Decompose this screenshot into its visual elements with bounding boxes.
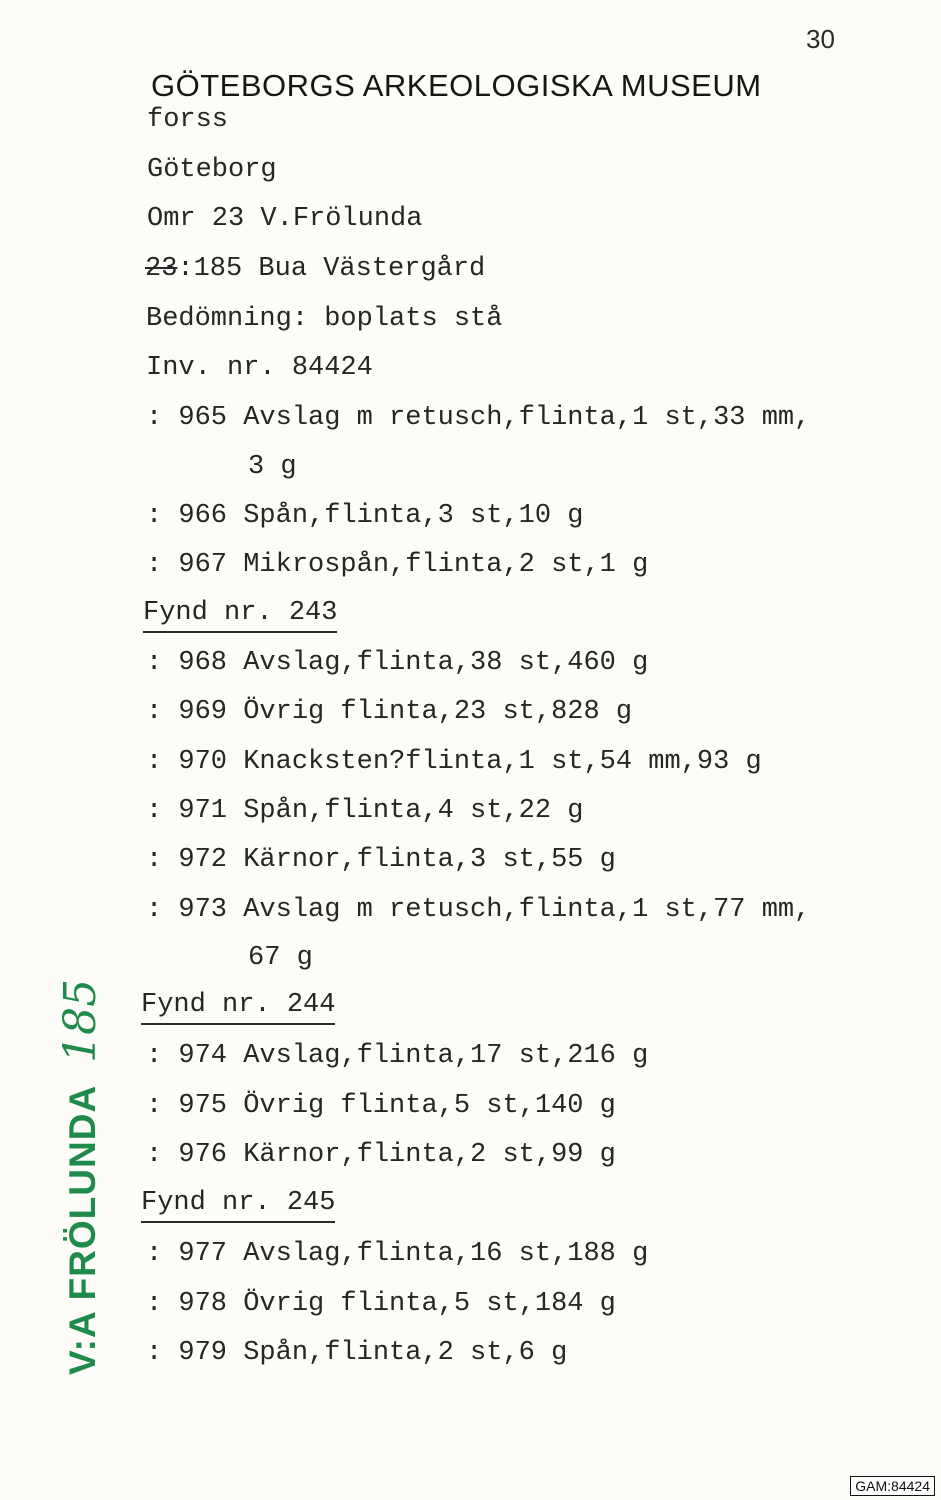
entry-971: : 971 Spån,flinta,4 st,22 g: [146, 796, 584, 826]
entry-973-cont: 67 g: [248, 943, 313, 973]
line-site: [145, 254, 485, 284]
line-assessment: Bedömning: boplats stå: [146, 304, 503, 334]
line-city: Göteborg: [147, 155, 277, 185]
line-area: Omr 23 V.Frölunda: [147, 204, 423, 234]
find-number-243: Fynd nr. 243: [143, 598, 337, 633]
location-stamp: [55, 979, 106, 1375]
entry-969: : 969 Övrig flinta,23 st,828 g: [146, 697, 633, 727]
entry-977: : 977 Avslag,flinta,16 st,188 g: [146, 1239, 649, 1269]
line-parish: forss: [147, 105, 229, 135]
find-number-244: Fynd nr. 244: [141, 990, 335, 1025]
entry-967: : 967 Mikrospån,flinta,2 st,1 g: [146, 550, 649, 580]
entry-973: : 973 Avslag m retusch,flinta,1 st,77 mm,: [146, 895, 811, 925]
stamp-number: 185: [55, 978, 106, 1063]
line-inventory-number: Inv. nr. 84424: [146, 353, 373, 383]
entry-966: : 966 Spån,flinta,3 st,10 g: [146, 501, 584, 531]
entry-970: : 970 Knacksten?flinta,1 st,54 mm,93 g: [146, 747, 762, 777]
stamp-text: V:A FRÖLUNDA: [62, 1084, 103, 1375]
entry-974: : 974 Avslag,flinta,17 st,216 g: [146, 1041, 649, 1071]
entry-968: : 968 Avslag,flinta,38 st,460 g: [146, 648, 649, 678]
site-name: :185 Bua Västergård: [177, 254, 486, 284]
entry-978: : 978 Övrig flinta,5 st,184 g: [146, 1289, 616, 1319]
entry-979: : 979 Spån,flinta,2 st,6 g: [146, 1338, 568, 1368]
struck-site-number: 23: [145, 254, 178, 284]
entry-975: : 975 Övrig flinta,5 st,140 g: [146, 1091, 616, 1121]
archive-label: GAM:84424: [850, 1476, 935, 1496]
page-number: 30: [806, 24, 835, 54]
entry-976: : 976 Kärnor,flinta,2 st,99 g: [146, 1140, 616, 1170]
entry-965: : 965 Avslag m retusch,flinta,1 st,33 mm,: [146, 403, 811, 433]
museum-header: GÖTEBORGS ARKEOLOGISKA MUSEUM: [151, 68, 762, 103]
entry-965-cont: 3 g: [248, 452, 297, 482]
entry-972: : 972 Kärnor,flinta,3 st,55 g: [146, 845, 616, 875]
find-number-245: Fynd nr. 245: [141, 1188, 335, 1223]
